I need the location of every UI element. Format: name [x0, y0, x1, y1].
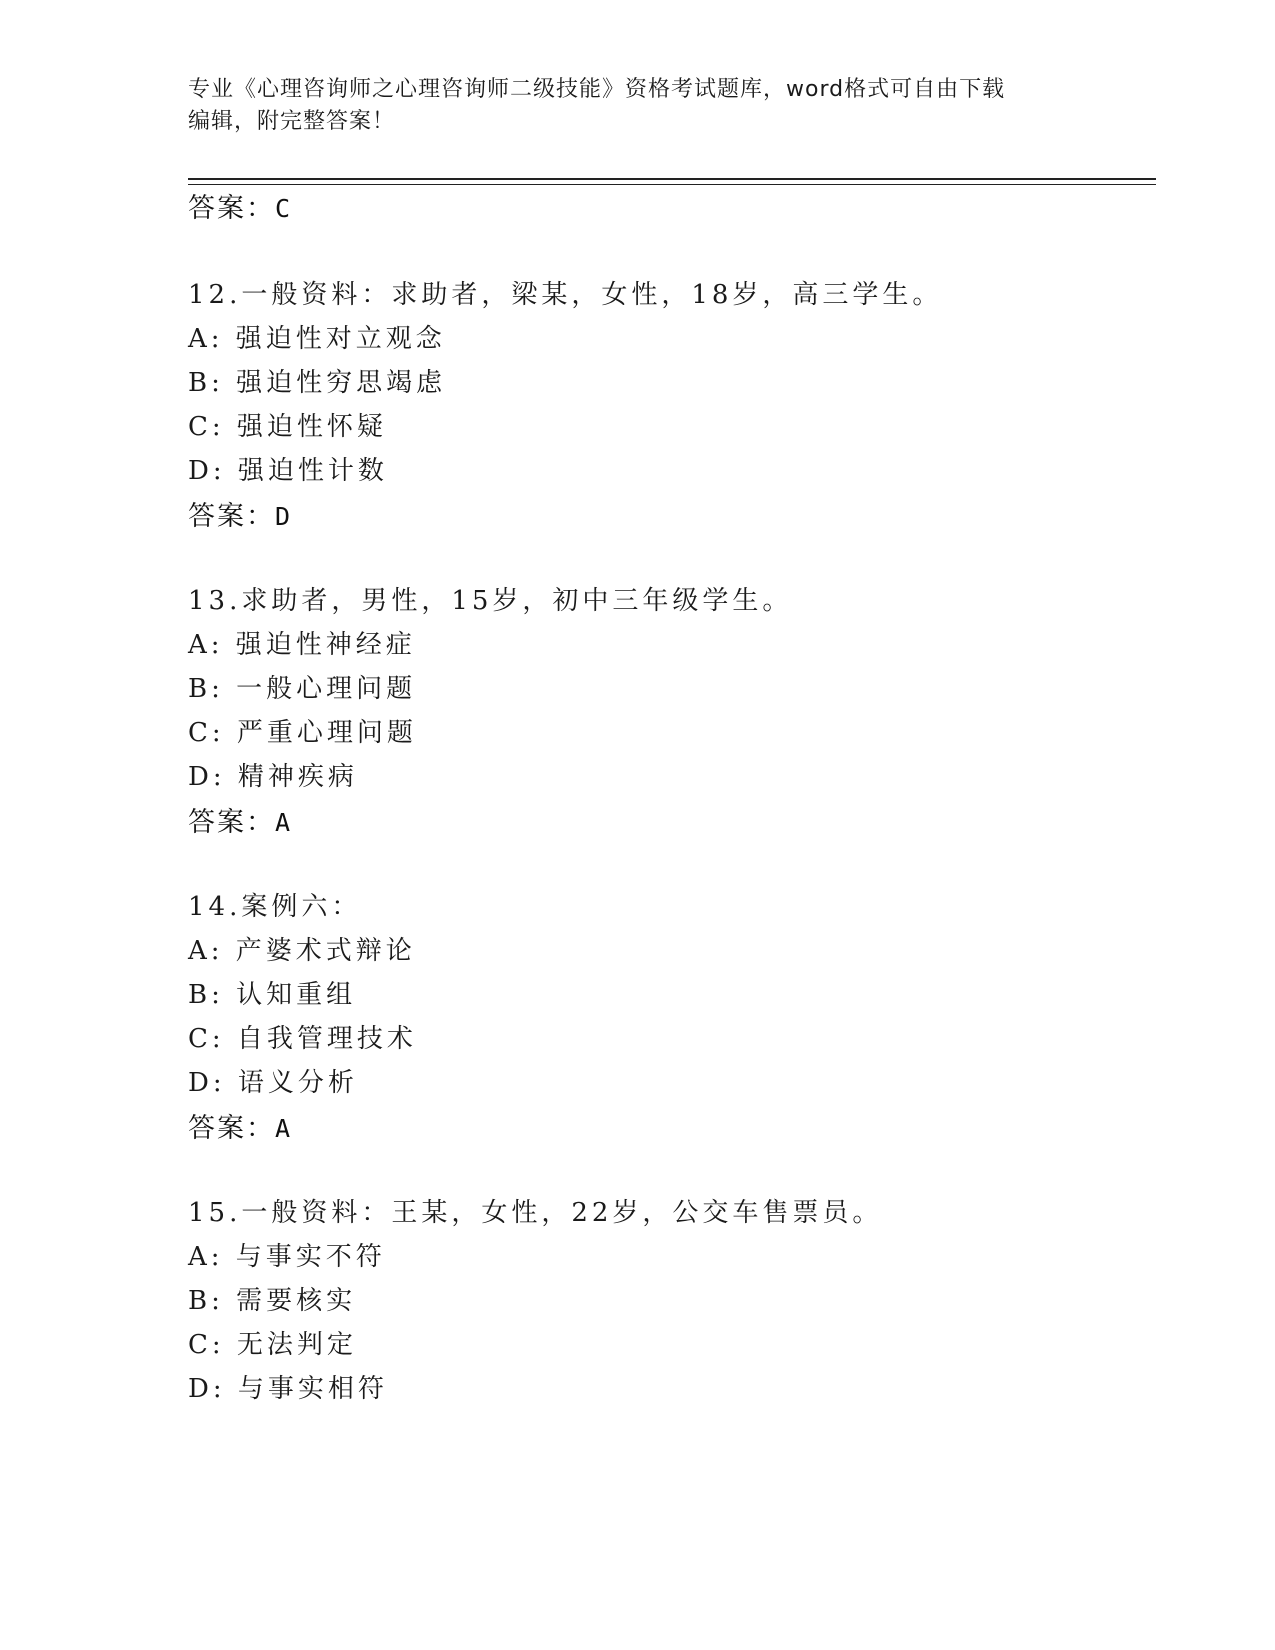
answer-label: 答案： — [188, 1113, 275, 1144]
question-stem-15: 15.一般资料：王某，女性，22岁，公交车售票员。 — [188, 1198, 883, 1228]
option-12-b: B: 强迫性穷思竭虑 — [188, 368, 447, 398]
answer-line-13 — [188, 800, 292, 839]
option-12-a: A: 强迫性对立观念 — [188, 324, 446, 354]
option-13-c: C: 严重心理问题 — [188, 718, 417, 748]
answer-line-prev — [188, 186, 292, 225]
option-14-c: C: 自我管理技术 — [188, 1024, 417, 1054]
option-12-d: D: 强迫性计数 — [188, 456, 388, 486]
question-stem-14: 14.案例六： — [188, 892, 362, 922]
option-15-c: C: 无法判定 — [188, 1330, 357, 1360]
document-header — [188, 74, 1088, 138]
answer-value: C — [275, 194, 293, 223]
question-stem-13: 13.求助者，男性，15岁，初中三年级学生。 — [188, 586, 793, 616]
option-13-d: D: 精神疾病 — [188, 762, 358, 792]
option-14-b: B: 认知重组 — [188, 980, 357, 1010]
answer-value: A — [275, 1114, 293, 1143]
option-15-a: A: 与事实不符 — [188, 1242, 386, 1272]
option-12-c: C: 强迫性怀疑 — [188, 412, 387, 442]
answer-line-12 — [188, 494, 292, 533]
answer-line-14 — [188, 1106, 292, 1145]
option-15-d: D: 与事实相符 — [188, 1374, 388, 1404]
answer-label: 答案： — [188, 501, 275, 532]
answer-value: A — [275, 808, 293, 837]
header-divider-thin — [188, 184, 1156, 185]
header-line-2: 编辑，附完整答案！ — [188, 109, 396, 134]
option-14-a: A: 产婆术式辩论 — [188, 936, 416, 966]
question-stem-12: 12.一般资料：求助者，梁某，女性，18岁，高三学生。 — [188, 280, 943, 310]
option-13-b: B: 一般心理问题 — [188, 674, 417, 704]
header-line-1: 专业《心理咨询师之心理咨询师二级技能》资格考试题库，word格式可自由下载 — [188, 77, 1006, 102]
answer-value: D — [275, 502, 293, 531]
answer-label: 答案： — [188, 807, 275, 838]
option-14-d: D: 语义分析 — [188, 1068, 358, 1098]
answer-label: 答案： — [188, 193, 275, 224]
header-divider-thick — [188, 178, 1156, 180]
option-15-b: B: 需要核实 — [188, 1286, 357, 1316]
option-13-a: A: 强迫性神经症 — [188, 630, 416, 660]
